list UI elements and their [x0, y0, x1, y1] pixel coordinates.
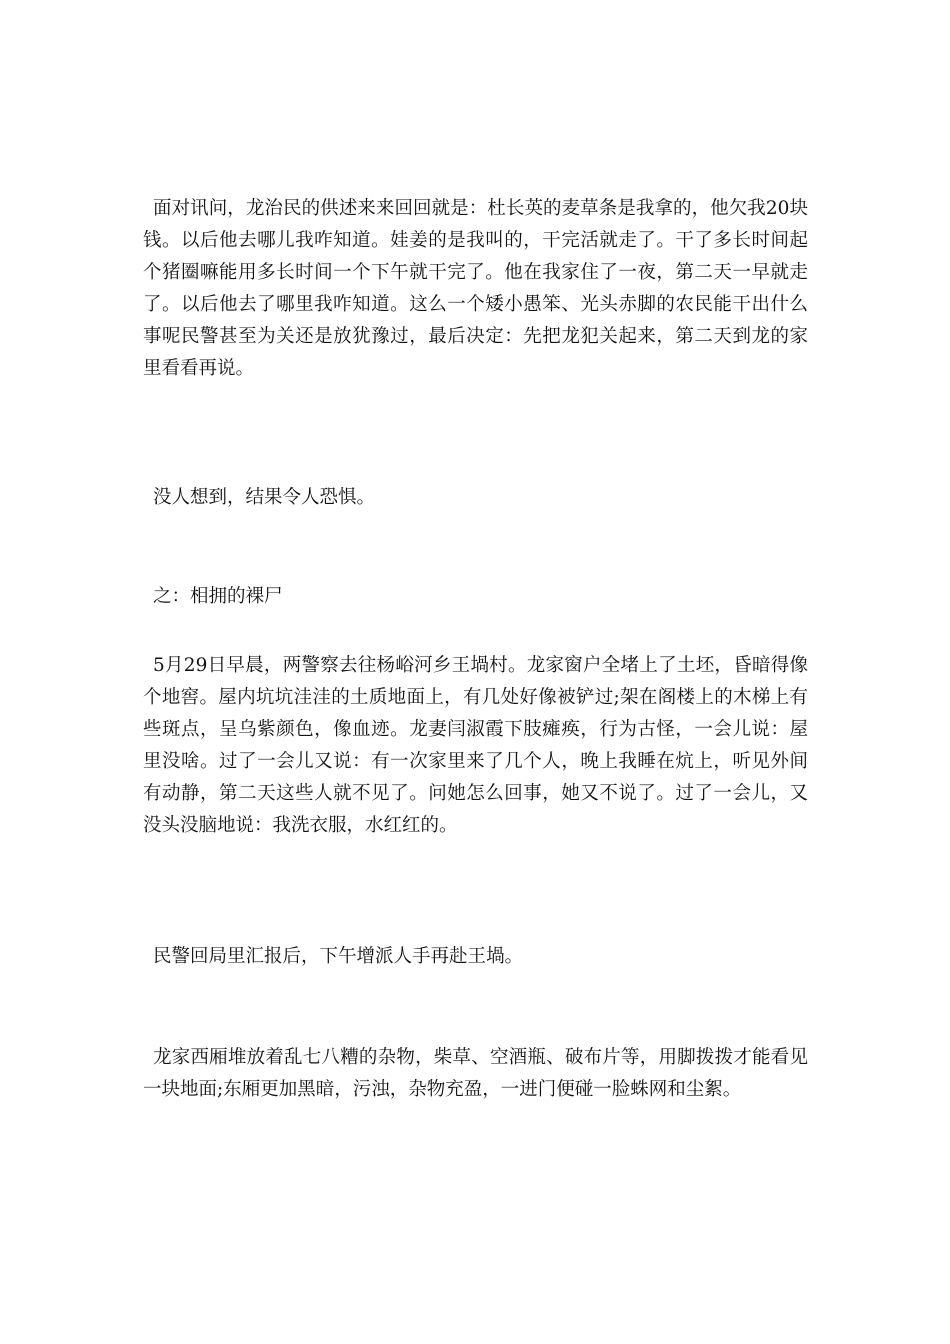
paragraph-interrogation: 面对讯问，龙治民的供述来来回回就是：杜长英的麦草条是我拿的，他欠我20块钱。以后他去哪儿我咋知道。娃姜的是我叫的，干完活就走了。干了多长时间起个猪圈嘛能用多长时间一个下午就干完了。他在我家住了一夜，第二天一早就走了。以后他去了哪里我咋知道。这么一个矮小愚笨、光头赤脚的农民能干出什么事呢民警甚至为关还是放犹豫过，最后决定：先把龙犯关起来，第二天到龙的家里看看再说。 [143, 198, 808, 379]
paragraph-unexpected-result: 没人想到，结果令人恐惧。 [153, 487, 376, 508]
paragraph-village-visit: 5月29日早晨，两警察去往杨峪河乡王堝村。龙家窗户全堵上了土坯，昏暗得像个地窖。屋内坑坑洼洼的土质地面上，有几处好像被铲过;架在阁楼上的木梯上有些斑点，呈乌紫颜色，像血迹。龙妻闫淑霞下肢瘫痪，行为古怪，一会儿说：屋里没啥。过了一会儿又说：有一次家里来了几个人，晚上我睡在炕上，听见外间有动静，第二天这些人就不见了。问她怎么回事，她又不说了。过了一会儿，又没头没脑地说：我洗衣服，水红红的。 [143, 655, 808, 836]
section-heading: 之：相拥的裸尸 [153, 586, 283, 607]
paragraph-report-back: 民警回局里汇报后，下午增派人手再赴王堝。 [153, 946, 524, 967]
paragraph-west-room: 龙家西厢堆放着乱七八糟的杂物，柴草、空酒瓶、破布片等，用脚拨拨才能看见一块地面;东厢更加黑暗，污浊，杂物充盈，一进门便碰一脸蛛网和尘絮。 [143, 1047, 808, 1100]
